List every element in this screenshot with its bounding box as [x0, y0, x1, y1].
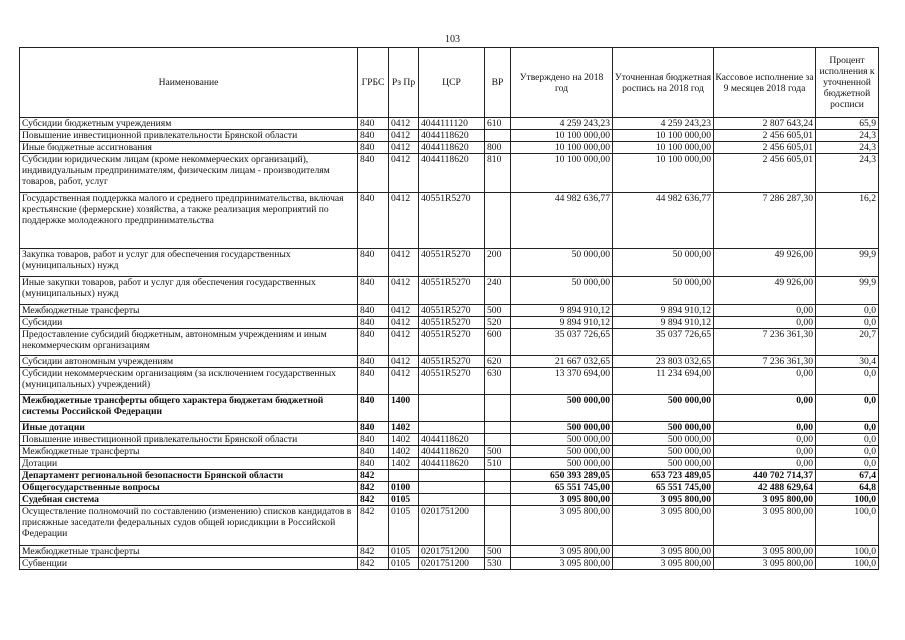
table-row: [20, 368, 879, 395]
header-percent: Процент исполнения к уточненной бюджетной росписи: [816, 48, 879, 118]
cell-refined: 3 095 800,00: [613, 506, 714, 546]
cell-grbs: 840: [358, 249, 389, 277]
cell-vr: 610: [485, 118, 511, 130]
cell-cash: 3 095 800,00: [714, 494, 816, 506]
table-row: [20, 494, 879, 506]
cell-grbs: 842: [358, 506, 389, 546]
cell-grbs: 842: [358, 546, 389, 558]
cell-approved: 500 000,00: [511, 458, 613, 470]
cell-grbs: 840: [358, 193, 389, 249]
cell-percent: 99,9: [816, 249, 879, 277]
cell-rz-pr: 0412: [389, 154, 419, 193]
cell-grbs: 840: [358, 118, 389, 130]
cell-csr: 40551R5270: [419, 305, 485, 317]
cell-name: Субсидии: [20, 317, 358, 329]
cell-csr: [419, 470, 485, 482]
cell-approved: 500 000,00: [511, 395, 613, 422]
cell-rz-pr: 1402: [389, 422, 419, 434]
cell-rz-pr: 0412: [389, 142, 419, 154]
cell-vr: [485, 193, 511, 249]
cell-refined: 23 803 032,65: [613, 356, 714, 368]
cell-name: Субвенции: [20, 558, 358, 570]
cell-cash: 49 926,00: [714, 249, 816, 277]
cell-grbs: 840: [358, 368, 389, 395]
header-rz-pr: Рз Пр: [389, 48, 419, 118]
cell-grbs: 840: [358, 458, 389, 470]
cell-grbs: 842: [358, 558, 389, 570]
cell-percent: 0,0: [816, 368, 879, 395]
cell-csr: 0201751200: [419, 558, 485, 570]
cell-vr: 240: [485, 277, 511, 305]
table-row: [20, 193, 879, 249]
cell-approved: 13 370 694,00: [511, 368, 613, 395]
cell-grbs: 840: [358, 130, 389, 142]
cell-vr: 800: [485, 142, 511, 154]
cell-percent: 24,3: [816, 130, 879, 142]
cell-refined: 10 100 000,00: [613, 142, 714, 154]
cell-grbs: 840: [358, 317, 389, 329]
cell-rz-pr: 0412: [389, 193, 419, 249]
cell-name: Межбюджетные трансферты: [20, 305, 358, 317]
cell-approved: 500 000,00: [511, 422, 613, 434]
table-row: [20, 434, 879, 446]
cell-name: Повышение инвестиционной привлекательности Брянской области: [20, 434, 358, 446]
cell-cash: 0,00: [714, 395, 816, 422]
cell-refined: 653 723 489,05: [613, 470, 714, 482]
table-row: [20, 356, 879, 368]
cell-cash: 440 702 714,37: [714, 470, 816, 482]
cell-rz-pr: 0412: [389, 305, 419, 317]
cell-csr: 40551R5270: [419, 193, 485, 249]
cell-rz-pr: 0105: [389, 546, 419, 558]
cell-name: Дотации: [20, 458, 358, 470]
cell-name: Субсидии автономным учреждениям: [20, 356, 358, 368]
cell-rz-pr: 0105: [389, 494, 419, 506]
cell-approved: 21 667 032,65: [511, 356, 613, 368]
cell-vr: 620: [485, 356, 511, 368]
cell-grbs: 840: [358, 422, 389, 434]
cell-rz-pr: 0412: [389, 329, 419, 356]
cell-percent: 100,0: [816, 558, 879, 570]
cell-vr: 200: [485, 249, 511, 277]
cell-name: Межбюджетные трансферты: [20, 546, 358, 558]
cell-name: Повышение инвестиционной привлекательности Брянской области: [20, 130, 358, 142]
cell-percent: 65,9: [816, 118, 879, 130]
cell-csr: 4044118620: [419, 434, 485, 446]
cell-rz-pr: 0105: [389, 558, 419, 570]
table-row: [20, 395, 879, 422]
cell-grbs: 840: [358, 277, 389, 305]
cell-cash: 3 095 800,00: [714, 546, 816, 558]
cell-csr: 4044118620: [419, 130, 485, 142]
cell-grbs: 840: [358, 356, 389, 368]
cell-approved: 35 037 726,65: [511, 329, 613, 356]
cell-csr: [419, 494, 485, 506]
cell-vr: [485, 395, 511, 422]
table-row: [20, 470, 879, 482]
cell-refined: 4 259 243,23: [613, 118, 714, 130]
cell-cash: 2 456 605,01: [714, 154, 816, 193]
cell-percent: 100,0: [816, 546, 879, 558]
cell-name: Субсидии бюджетным учреждениям: [20, 118, 358, 130]
cell-percent: 64,8: [816, 482, 879, 494]
cell-percent: 100,0: [816, 494, 879, 506]
header-vr: ВР: [485, 48, 511, 118]
cell-vr: [485, 434, 511, 446]
cell-approved: 650 393 289,05: [511, 470, 613, 482]
cell-csr: 4044118620: [419, 446, 485, 458]
cell-vr: 600: [485, 329, 511, 356]
cell-percent: 30,4: [816, 356, 879, 368]
cell-rz-pr: 0412: [389, 368, 419, 395]
cell-rz-pr: [389, 470, 419, 482]
cell-refined: 9 894 910,12: [613, 317, 714, 329]
cell-refined: 65 551 745,00: [613, 482, 714, 494]
cell-approved: 44 982 636,77: [511, 193, 613, 249]
cell-approved: 3 095 800,00: [511, 558, 613, 570]
cell-cash: 7 236 361,30: [714, 356, 816, 368]
cell-csr: [419, 422, 485, 434]
cell-csr: [419, 482, 485, 494]
table-row: [20, 277, 879, 305]
cell-refined: 500 000,00: [613, 434, 714, 446]
cell-vr: 500: [485, 305, 511, 317]
cell-name: Осуществление полномочий по составлению (изменению) списков кандидатов в присяжные заседатели федеральных судов общей юрисдикции в Российской Федерации: [20, 506, 358, 546]
cell-refined: 3 095 800,00: [613, 546, 714, 558]
cell-percent: 100,0: [816, 506, 879, 546]
cell-approved: 9 894 910,12: [511, 305, 613, 317]
cell-csr: 40551R5270: [419, 249, 485, 277]
cell-cash: 2 456 605,01: [714, 142, 816, 154]
cell-vr: 510: [485, 458, 511, 470]
cell-refined: 9 894 910,12: [613, 305, 714, 317]
cell-approved: 10 100 000,00: [511, 142, 613, 154]
cell-refined: 50 000,00: [613, 277, 714, 305]
cell-rz-pr: 1402: [389, 434, 419, 446]
table-header-row: [20, 48, 879, 118]
cell-csr: [419, 395, 485, 422]
table-row: [20, 249, 879, 277]
table-row: [20, 118, 879, 130]
cell-rz-pr: 0412: [389, 317, 419, 329]
cell-percent: 20,7: [816, 329, 879, 356]
table-row: [20, 130, 879, 142]
cell-refined: 3 095 800,00: [613, 494, 714, 506]
cell-cash: 7 236 361,30: [714, 329, 816, 356]
cell-rz-pr: 0100: [389, 482, 419, 494]
cell-rz-pr: 0105: [389, 506, 419, 546]
cell-cash: 3 095 800,00: [714, 506, 816, 546]
cell-vr: 810: [485, 154, 511, 193]
cell-name: Иные дотации: [20, 422, 358, 434]
cell-refined: 44 982 636,77: [613, 193, 714, 249]
cell-approved: 500 000,00: [511, 446, 613, 458]
header-approved: Утверждено на 2018 год: [511, 48, 613, 118]
cell-name: Судебная система: [20, 494, 358, 506]
cell-vr: 500: [485, 546, 511, 558]
table-row: [20, 329, 879, 356]
cell-name: Иные закупки товаров, работ и услуг для обеспечения государственных (муниципальных) нужд: [20, 277, 358, 305]
cell-cash: 2 807 643,24: [714, 118, 816, 130]
cell-approved: 3 095 800,00: [511, 494, 613, 506]
cell-approved: 10 100 000,00: [511, 154, 613, 193]
cell-cash: 0,00: [714, 458, 816, 470]
cell-grbs: 842: [358, 482, 389, 494]
cell-csr: 0201751200: [419, 506, 485, 546]
cell-cash: 0,00: [714, 434, 816, 446]
cell-name: Субсидии некоммерческим организациям (за исключением государственных (муниципальных) учреждений): [20, 368, 358, 395]
cell-rz-pr: 1400: [389, 395, 419, 422]
table-row: [20, 154, 879, 193]
cell-csr: 4044118620: [419, 142, 485, 154]
cell-percent: 0,0: [816, 458, 879, 470]
cell-csr: 4044111120: [419, 118, 485, 130]
cell-refined: 500 000,00: [613, 458, 714, 470]
cell-percent: 0,0: [816, 317, 879, 329]
header-cash: Кассовое исполнение за 9 месяцев 2018 года: [714, 48, 816, 118]
cell-cash: 2 456 605,01: [714, 130, 816, 142]
cell-cash: 0,00: [714, 446, 816, 458]
cell-rz-pr: 0412: [389, 130, 419, 142]
cell-approved: 65 551 745,00: [511, 482, 613, 494]
cell-percent: 0,0: [816, 395, 879, 422]
cell-refined: 500 000,00: [613, 446, 714, 458]
cell-rz-pr: 0412: [389, 249, 419, 277]
cell-csr: 40551R5270: [419, 356, 485, 368]
cell-csr: 40551R5270: [419, 317, 485, 329]
table-row: [20, 506, 879, 546]
cell-name: Государственная поддержка малого и среднего предпринимательства, включая крестьянские (фермерские) хозяйства, а также реализация мероприятий по поддержке молодежного предпринимательства: [20, 193, 358, 249]
cell-vr: 630: [485, 368, 511, 395]
cell-percent: 16,2: [816, 193, 879, 249]
cell-approved: 3 095 800,00: [511, 506, 613, 546]
cell-vr: [485, 506, 511, 546]
cell-grbs: 840: [358, 329, 389, 356]
cell-cash: 0,00: [714, 422, 816, 434]
cell-rz-pr: 1402: [389, 458, 419, 470]
cell-grbs: 840: [358, 434, 389, 446]
cell-name: Межбюджетные трансферты: [20, 446, 358, 458]
table-row: [20, 305, 879, 317]
cell-csr: 0201751200: [419, 546, 485, 558]
budget-table: [19, 47, 879, 570]
cell-vr: [485, 482, 511, 494]
cell-cash: 7 286 287,30: [714, 193, 816, 249]
cell-percent: 0,0: [816, 305, 879, 317]
cell-grbs: 840: [358, 305, 389, 317]
cell-grbs: 842: [358, 494, 389, 506]
table-row: [20, 458, 879, 470]
cell-percent: 24,3: [816, 154, 879, 193]
cell-approved: 3 095 800,00: [511, 546, 613, 558]
cell-approved: 10 100 000,00: [511, 130, 613, 142]
cell-refined: 35 037 726,65: [613, 329, 714, 356]
cell-vr: [485, 422, 511, 434]
cell-refined: 3 095 800,00: [613, 558, 714, 570]
cell-refined: 10 100 000,00: [613, 130, 714, 142]
cell-vr: 530: [485, 558, 511, 570]
table-row: [20, 546, 879, 558]
cell-name: Общегосударственные вопросы: [20, 482, 358, 494]
cell-rz-pr: 1402: [389, 446, 419, 458]
cell-name: Департамент региональной безопасности Брянской области: [20, 470, 358, 482]
cell-rz-pr: 0412: [389, 277, 419, 305]
cell-percent: 0,0: [816, 434, 879, 446]
cell-grbs: 840: [358, 142, 389, 154]
cell-vr: 500: [485, 446, 511, 458]
cell-cash: 0,00: [714, 317, 816, 329]
header-grbs: ГРБС: [358, 48, 389, 118]
header-refined: Уточненная бюджетная роспись на 2018 год: [613, 48, 714, 118]
cell-refined: 50 000,00: [613, 249, 714, 277]
cell-cash: 3 095 800,00: [714, 558, 816, 570]
cell-csr: 4044118620: [419, 458, 485, 470]
cell-percent: 99,9: [816, 277, 879, 305]
cell-name: Закупка товаров, работ и услуг для обеспечения государственных (муниципальных) нужд: [20, 249, 358, 277]
table-row: [20, 558, 879, 570]
cell-grbs: 840: [358, 446, 389, 458]
cell-csr: 40551R5270: [419, 368, 485, 395]
cell-name: Иные бюджетные ассигнования: [20, 142, 358, 154]
cell-cash: 0,00: [714, 368, 816, 395]
page-number: 103: [445, 34, 460, 45]
cell-percent: 24,3: [816, 142, 879, 154]
table-row: [20, 446, 879, 458]
cell-csr: 40551R5270: [419, 329, 485, 356]
cell-percent: 0,0: [816, 422, 879, 434]
cell-approved: 9 894 910,12: [511, 317, 613, 329]
cell-csr: 4044118620: [419, 154, 485, 193]
cell-rz-pr: 0412: [389, 118, 419, 130]
cell-csr: 40551R5270: [419, 277, 485, 305]
cell-approved: 4 259 243,23: [511, 118, 613, 130]
table-body: [20, 118, 879, 570]
cell-refined: 500 000,00: [613, 395, 714, 422]
table-row: [20, 317, 879, 329]
cell-vr: [485, 494, 511, 506]
cell-percent: 67,4: [816, 470, 879, 482]
cell-name: Межбюджетные трансферты общего характера бюджетам бюджетной системы Российской Федерации: [20, 395, 358, 422]
cell-refined: 10 100 000,00: [613, 154, 714, 193]
table-row: [20, 482, 879, 494]
cell-vr: [485, 470, 511, 482]
cell-grbs: 840: [358, 154, 389, 193]
cell-name: Предоставление субсидий бюджетным, автономным учреждениям и иным некоммерческим организациям: [20, 329, 358, 356]
cell-grbs: 840: [358, 395, 389, 422]
header-name: Наименование: [20, 48, 358, 118]
cell-approved: 500 000,00: [511, 434, 613, 446]
cell-refined: 500 000,00: [613, 422, 714, 434]
cell-approved: 50 000,00: [511, 277, 613, 305]
cell-percent: 0,0: [816, 446, 879, 458]
table-row: [20, 142, 879, 154]
cell-grbs: 842: [358, 470, 389, 482]
cell-refined: 11 234 694,00: [613, 368, 714, 395]
cell-cash: 49 926,00: [714, 277, 816, 305]
cell-name: Субсидии юридическим лицам (кроме некоммерческих организаций), индивидуальным предпринимателям, физическим лицам - производителям товаров, работ, услуг: [20, 154, 358, 193]
header-csr: ЦСР: [419, 48, 485, 118]
cell-approved: 50 000,00: [511, 249, 613, 277]
cell-vr: [485, 130, 511, 142]
cell-rz-pr: 0412: [389, 356, 419, 368]
cell-cash: 42 488 629,64: [714, 482, 816, 494]
table-row: [20, 422, 879, 434]
cell-cash: 0,00: [714, 305, 816, 317]
cell-vr: 520: [485, 317, 511, 329]
